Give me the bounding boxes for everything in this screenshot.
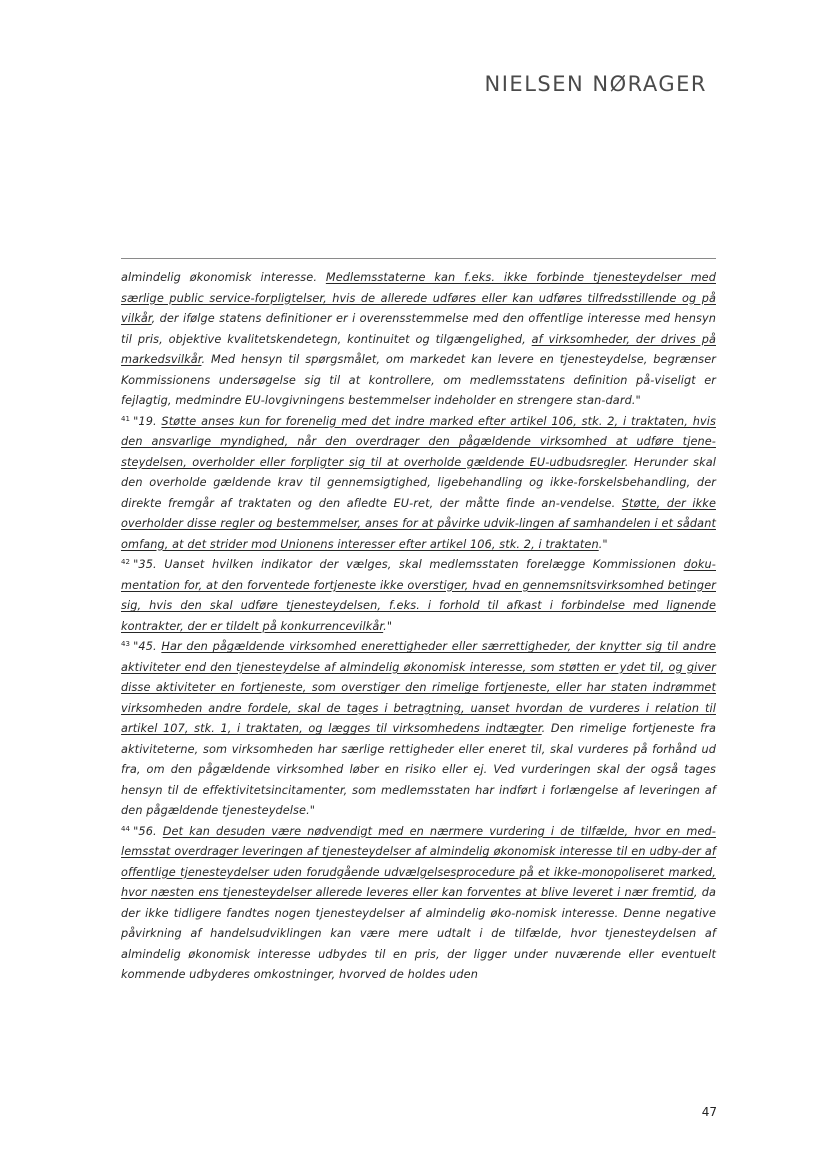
footnote-text: "19. xyxy=(133,414,162,428)
footnote-text: ." xyxy=(383,619,393,633)
footnote-number: 42 xyxy=(121,558,131,566)
footnote-text: . Den rimelige fortjeneste fra aktiviteterne, som virksomheden har særlige rettigheder eller eneret til, skal vurderes på forhånd ud fra, om den pågældende virksomhed løber en risiko eller ej. Ved vurderingen skal der også tages hensyn til de effektivitetsincitamenter, som medlemsstaten har indført i forlængelse af leveringen af den pågældende tjenesteydelse." xyxy=(121,722,716,817)
footnote-number: 43 xyxy=(121,640,131,648)
footnote-text: "56. xyxy=(133,824,163,838)
footnote-underlined-text: Det kan desuden være nødvendigt med en nærmere vurdering i de tilfælde, hvor en med-lemsstat overdrager leveringen af tjenesteydelser af almindelig økonomisk interesse til en udby-der af offentlige tjenesteydelser uden forudgående udvælgelsesprocedure på et ikke-monopoliseret marked, hvor næsten ens tjenesteydelser allerede leveres eller kan forventes at blive leveret i nær fremtid xyxy=(121,824,716,899)
footnote-underlined-text: doku-mentation for, at den forventede fortjeneste ikke overstiger, hvad en gennemsnitsvirksomhed betinger sig, hvis den skal udføre tjenesteydelsen, f.eks. i forhold til afkast i forbindelse med lignende kontrakter, der er tildelt på konkurrencevilkår xyxy=(121,558,716,633)
footnote-text: ." xyxy=(598,537,608,551)
footnote-43 xyxy=(121,637,716,822)
footnote-underlined-text: Medlemsstaterne kan f.eks. ikke forbinde tjenesteydelser med særlige public service-forpligtelser, hvis de allerede udføres eller kan udføres tilfredsstillende og på vilkår xyxy=(121,271,716,325)
footnote-continuation xyxy=(121,268,716,412)
footnote-text: almindelig økonomisk interesse. xyxy=(121,271,326,284)
footnote-42 xyxy=(121,555,716,637)
footnote-underlined-text: af virksomheder, der drives på markedsvilkår xyxy=(121,332,716,366)
footnote-text: , da der ikke tidligere fandtes nogen tjenesteydelser af almindelig øko-nomisk interesse. Denne negative påvirkning af handelsudviklingen kan være mere udtalt i de tilfælde, hvor tjenesteydelsen af almindelig økonomisk interesse udbydes til en pris, der ligger under nuværende eller eventuelt kommende udbyderes omkostninger, hvorved de holdes uden xyxy=(121,886,716,981)
page-number: 47 xyxy=(701,1105,717,1119)
footnotes-section xyxy=(121,268,716,986)
footnote-rule xyxy=(121,258,716,259)
footnote-text: . Herunder skal den overholde gældende krav til gennemsigtighed, ligebehandling og ikke-forskelsbehandling, der direkte fremgår af traktaten og den afledte EU-ret, der måtte finde an-vendelse. xyxy=(121,455,716,510)
footnote-text: , der ifølge statens definitioner er i overensstemmelse med den offentlige interesse med hensyn til pris, objektive kvalitetskendetegn, kontinuitet og tilgængelighed, xyxy=(121,312,716,346)
footnote-text: . Med hensyn til spørgsmålet, om markedet kan levere en tjenesteydelse, begrænser Kommissionens undersøgelse sig til at kontrollere, om medlemsstatens definition på-viseligt er fejlagtig, medmindre EU-lovgivningens bestemmelser indeholder en strengere stan-dard." xyxy=(121,353,716,407)
footnote-underlined-text: Støtte, der ikke overholder disse regler og bestemmelser, anses for at påvirke udvik-lingen af samhandelen i et sådant omfang, at det strider mod Unionens interesser efter artikel 106, stk. 2, i traktaten xyxy=(121,496,716,551)
footnote-underlined-text: Har den pågældende virksomhed enerettigheder eller særrettigheder, der knytter sig til andre aktiviteter end den tjenesteydelse af almindelig økonomisk interesse, som støtten er ydet til, og giver disse aktiviteter en fortjeneste, som overstiger den rimelige fortjeneste, eller har staten indrømmet virksomheden andre fordele, skal de tages i betragtning, uanset hvordan de vurderes i relation til artikel 107, stk. 1, i traktaten, og lægges til virksomhedens indtægter xyxy=(121,640,716,735)
footnote-44 xyxy=(121,822,716,986)
footnote-number: 44 xyxy=(121,824,131,833)
footnote-text: "35. Uanset hvilken indikator der vælges, skal medlemsstaten forelægge Kommissionen xyxy=(133,558,684,571)
brand-header: NIELSEN NØRAGER xyxy=(484,72,707,96)
footnote-underlined-text: Støtte anses kun for forenelig med det indre marked efter artikel 106, stk. 2, i traktaten, hvis den ansvarlige myndighed, når den overdrager den pågældende virksomhed at udføre tjene-steydelsen, overholder eller forpligter sig til at overholde gældende EU-udbudsregler xyxy=(121,414,716,469)
footnote-41 xyxy=(121,412,716,556)
footnote-number: 41 xyxy=(121,414,131,423)
footnote-text: "45. xyxy=(133,640,162,653)
